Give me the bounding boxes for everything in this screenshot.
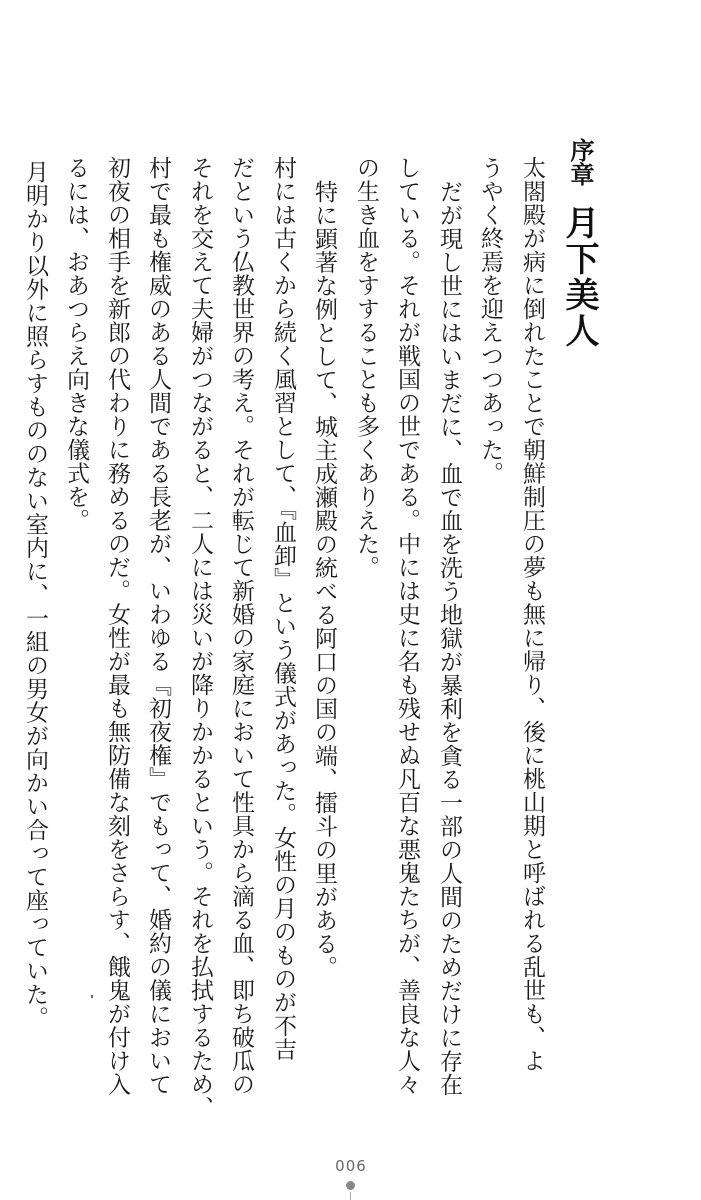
text-column-1: 太閤殿が病に倒れたことで朝鮮制圧の夢も無に帰り、後に桃山期と呼ばれる乱世も、よ — [519, 156, 545, 1073]
text-column-2: うやく終焉を迎えつつあった。 — [477, 156, 503, 485]
text-column-3: だが現し世にはいまだに、血で血を洗う地獄が暴利を貪る一部の人間のためだけに存在 — [436, 180, 462, 1097]
page-marker-tick-icon — [350, 1192, 351, 1200]
text-column-8: だという仏教世界の考え。それが転じて新婚の家庭において性具から滴る血、即ち破瓜の — [228, 156, 254, 1096]
text-column-5: の生き血をすすることも多くありえた。 — [353, 156, 379, 579]
stray-mark — [91, 995, 93, 998]
text-column-10: 村で最も権威のある人間である長老が、いわゆる『初夜権』でもって、婚約の儀において — [145, 156, 171, 1096]
text-column-6: 特に顕著な例として、城主成瀬殿の統べる阿口の国の端、擂斗の里がある。 — [311, 180, 337, 979]
text-column-12: るには、おあつらえ向きな儀式を。 — [63, 156, 89, 532]
chapter-label: 序章 — [566, 138, 594, 186]
text-column-9: それを交えて夫婦がつながると、二人には災いが降りかかるという。それを払拭するため、 — [187, 156, 213, 1120]
text-column-7: 村には古くから続く風習として、『血卸』という儀式があった。女性の月のものが不吉 — [270, 156, 296, 1061]
text-column-13: 月明かり以外に照らすもののない室内に、一組の男女が向かい合って座っていた。 — [22, 160, 48, 1030]
page-number: 006 — [335, 1157, 367, 1175]
page-marker-dot-icon — [346, 1181, 355, 1190]
chapter-title: 月下美人 — [559, 205, 599, 349]
text-column-11: 初夜の相手を新郎の代わりに務めるのだ。女性が最も無防備な刻をさらす、餓鬼が付け入 — [104, 156, 130, 1096]
text-column-4: している。それが戦国の世である。中には史に名も残せぬ凡百な悪鬼たちが、善良な人々 — [394, 156, 420, 1096]
